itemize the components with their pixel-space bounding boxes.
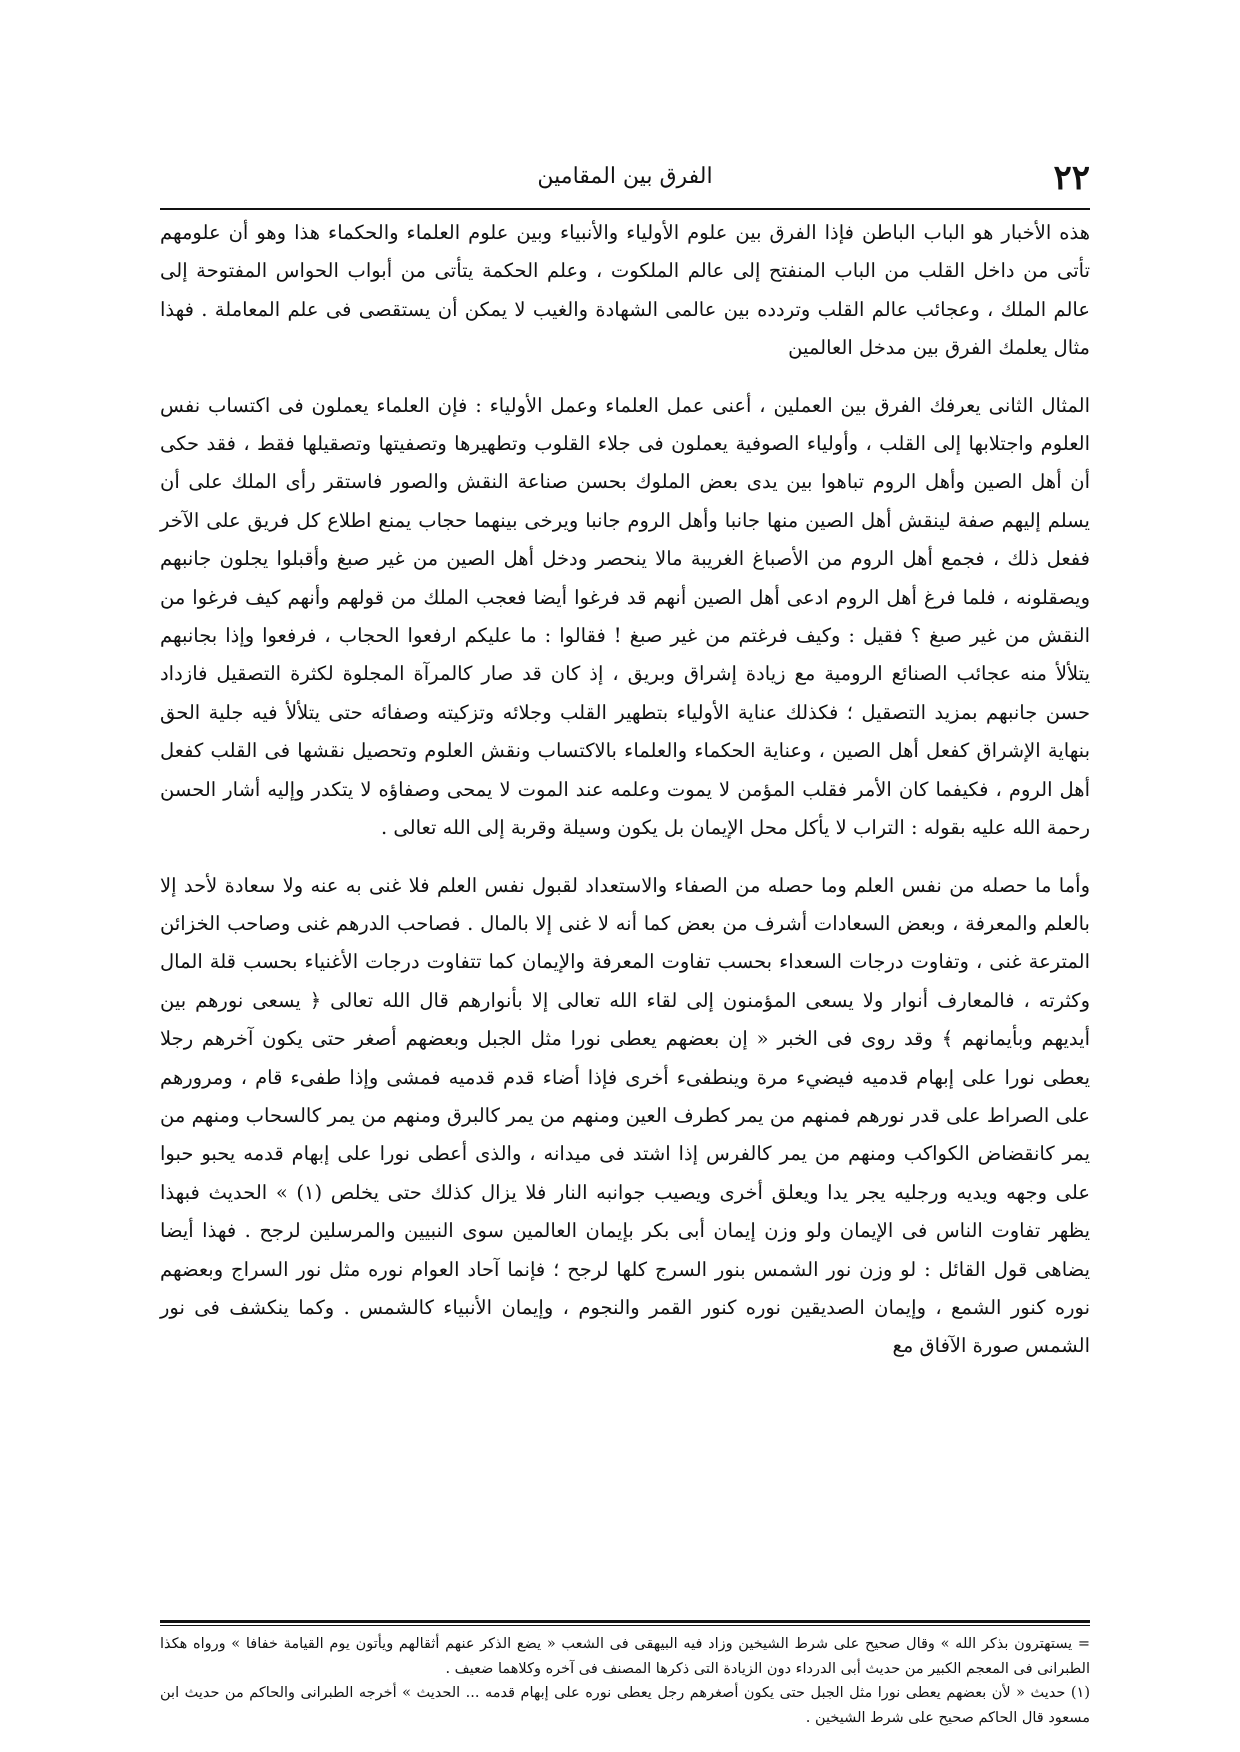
paragraph-gap xyxy=(160,368,1090,387)
running-title: الفرق بين المقامين xyxy=(537,164,713,189)
footnote-continuation: = يستهترون بذكر الله » وقال صحيح على شرط الشيخين وزاد فيه البيهقى فى الشعب « يضع الذكر عنهم أثقالهم ويأتون يوم القيامة خفافا » ورواه هكذا الطبرانى فى المعجم الكبير من حديث أبى الدرداء دون الزيادة التى ذكرها المصنف فى آخره وكلاهما ضعيف . xyxy=(160,1636,1090,1677)
paragraph-2: المثال الثانى يعرفك الفرق بين العملين ، أعنى عمل العلماء وعمل الأولياء : فإن العلماء يعملون فى اكتساب نفس العلوم واجتلابها إلى القلب ، وأولياء الصوفية يعملون فى جلاء القلوب وتطهيرها وتصفيتها وتصقيلها فقط ، فقد حكى أن أهل الصين وأهل الروم تباهوا بين يدى بعض الملوك بحسن صناعة النقش والصور فاستقر رأى الملك على أن يسلم إليهم صفة لينقش أهل الصين منها جانبا وأهل الروم جانبا ويرخى بينهما حجاب يمنع اطلاع كل فريق على الآخر ففعل ذلك ، فجمع أهل الروم من الأصباغ الغريبة مالا ينحصر ودخل أهل الصين من غير صبغ وأقبلوا يجلون جانبهم ويصقلونه ، فلما فرغ أهل الروم ادعى أهل الصين أنهم قد فرغوا أيضا فعجب الملك من قولهم وأنهم كيف فرغوا من النقش من غير صبغ ؟ فقيل : وكيف فرغتم من غير صبغ ! فقالوا : ما عليكم ارفعوا الحجاب ، فرفعوا وإذا بجانبهم يتلألأ منه عجائب الصنائع الرومية مع زيادة إشراق وبريق ، إذ كان قد صار كالمرآة المجلوة لكثرة التصقيل فازداد حسن جانبهم بمزيد التصقيل ؛ فكذلك عناية الأولياء بتطهير القلب وجلائه وتزكيته وصفائه حتى يتلألأ فيه جلية الحق بنهاية الإشراق كفعل أهل الصين ، وعناية الحكماء والعلماء بالاكتساب ونقش العلوم وتحصيل نقشها فى القلب كفعل أهل الروم ، فكيفما كان الأمر فقلب المؤمن لا يموت وعلمه عند الموت لا يمحى وصفاؤه لا يتكدر وإليه أشار الحسن رحمة الله عليه بقوله : التراب لا يأكل محل الإيمان بل يكون وسيلة وقربة إلى الله تعالى . xyxy=(160,393,1090,840)
header-rule xyxy=(160,208,1090,210)
paragraph-3: وأما ما حصله من نفس العلم وما حصله من الصفاء والاستعداد لقبول نفس العلم فلا غنى به عنه ولا سعادة لأحد إلا بالعلم والمعرفة ، وبعض السعادات أشرف من بعض كما أنه لا غنى إلا بالمال . فصاحب الدرهم غنى وصاحب الخزائن المترعة غنى ، وتفاوت درجات السعداء بحسب تفاوت المعرفة والإيمان كما تتفاوت درجات الأغنياء بحسب قلة المال وكثرته ، فالمعارف أنوار ولا يسعى المؤمنون إلى لقاء الله تعالى إلا بأنوارهم قال الله تعالى ﴿ يسعى نورهم بين أيديهم وبأيمانهم ﴾ وقد روى فى الخبر « إن بعضهم يعطى نورا مثل الجبل وبعضهم أصغر حتى يكون آخرهم رجلا يعطى نورا على إبهام قدميه فيضيء مرة وينطفىء أخرى فإذا أضاء قدم قدميه فمشى وإذا طفىء قام ، ومرورهم على الصراط على قدر نورهم فمنهم من يمر كطرف العين ومنهم من يمر كالبرق ومنهم من يمر كالسحاب ومنهم من يمر كانقضاض الكواكب ومنهم من يمر كالفرس إذا اشتد فى ميدانه ، والذى أعطى نورا على إبهام قدمه يحبو حبوا على وجهه ويديه ورجليه يجر يدا ويعلق أخرى ويصيب جوانبه النار فلا يزال كذلك حتى يخلص (١) » الحديث فبهذا يظهر تفاوت الناس فى الإيمان ولو وزن إيمان أبى بكر بإيمان العالمين سوى النبيين والمرسلين لرجح . فهذا أيضا يضاهى قول القائل : لو وزن نور الشمس بنور السرج كلها لرجح ؛ فإنما آحاد العوام نوره مثل نور السراج وبعضهم نوره كنور الشمع ، وإيمان الصديقين نوره كنور القمر والنجوم ، وإيمان الأنبياء كالشمس . وكما ينكشف فى نور الشمس صورة الآفاق مع xyxy=(160,873,1090,1358)
page-header xyxy=(160,160,1090,200)
footnote-separator xyxy=(160,1620,1090,1626)
paragraph-1: هذه الأخبار هو الباب الباطن فإذا الفرق بين علوم الأولياء والأنبياء وبين علوم العلماء والحكماء هذا وهو أن علومهم تأتى من داخل القلب من الباب المنفتح إلى عالم الملكوت ، وعلم الحكمة يتأتى من أبواب الحواس المفتوحة إلى عالم الملك ، وعجائب عالم القلب وتردده بين عالمى الشهادة والغيب لا يمكن أن يستقصى فى علم المعاملة . فهذا مثال يعلمك الفرق بين مدخل العالمين xyxy=(160,221,1090,360)
page-number: ٢٢ xyxy=(1053,158,1090,198)
footnote-1: (١) حديث « لأن بعضهم يعطى نورا مثل الجبل حتى يكون أصغرهم رجل يعطى نوره على إبهام قدمه ... الحديث » أخرجه الطبرانى والحاكم من حديث ابن مسعود قال الحاكم صحيح على شرط الشيخين . xyxy=(160,1685,1090,1726)
main-text xyxy=(160,214,1090,1366)
footnotes xyxy=(160,1632,1090,1730)
paragraph-gap xyxy=(160,848,1090,867)
